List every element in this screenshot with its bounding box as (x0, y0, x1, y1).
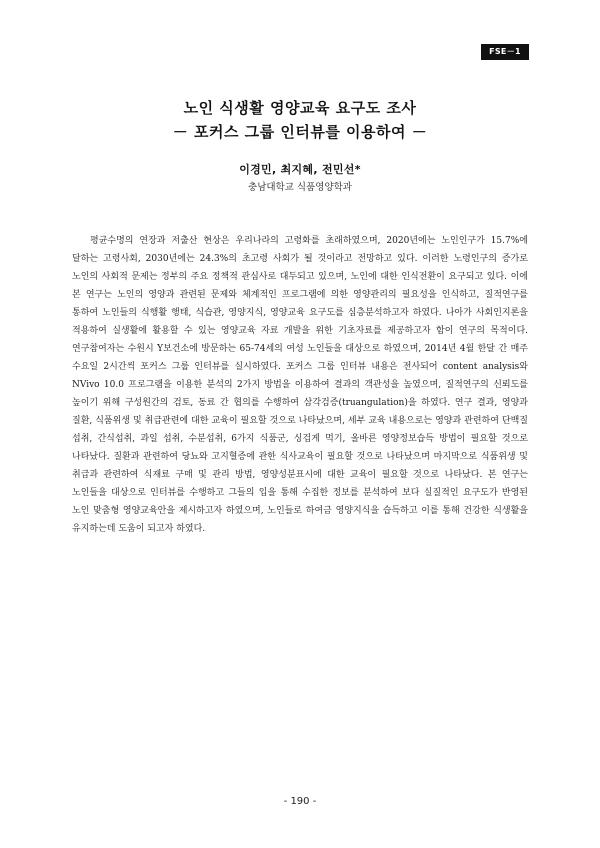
paper-title: 노인 식생활 영양교육 요구도 조사 (183, 99, 417, 117)
title-block (0, 96, 600, 144)
session-code-badge: FSE－1 (481, 44, 529, 60)
affiliation: 충남대학교 식품영양학과 (248, 182, 352, 193)
author-list: 이경민, 최지혜, 전민선* (239, 163, 361, 176)
paper-subtitle: － 포커스 그룹 인터뷰를 이용하여 － (172, 123, 428, 141)
page-number: - 190 - (283, 796, 317, 807)
abstract-body: 평균수명의 연장과 저출산 현상은 우리나라의 고령화를 초래하였으며, 2020년에는 노인인구가 15.7%에 달하는 고령사회, 2030년에는 24.3%의 초고령 사회가 될 것이라고 전망하고 있다. 이러한 노령인구의 증가로 노인의 사회적 문제는 정부의 주요 정책적 관심사로 대두되고 있으며, 노인에 대한 인식전환이 요구되고 있다. 이에 본 연구는 노인의 영양과 관련된 문제와 체계적인 프로그램에 의한 영양관리의 필요성을 인식하고, 질적연구를 통하여 노인들의 식행활 행태, 식습관, 영양지식, 영양교육 요구도를 심층분석하고자 하였다. 나아가 사회인지론을 적용하여 실생활에 활용할 수 있는 영양교육 자료 개발을 위한 기초자료를 제공하고자 함이 연구의 목적이다. 연구참여자는 수원시 Y보건소에 방문하는 65-74세의 여성 노인들을 대상으로 하였으며, 2014년 4월 한달 간 매주 수요일 2시간씩 포커스 그룹 인터뷰를 실시하였다. 포커스 그룹 인터뷰 내용은 전사되어 content analysis와 NVivo 10.0 프로그램을 이용한 분석의 2가지 방법을 이용하여 결과의 객관성을 높였으며, 질적연구의 신뢰도를 높이기 위해 구성원간의 검토, 동료 간 협의를 수행하여 삼각검증(truangulation)을 하였다. 연구 결과, 영양과 질환, 식품위생 및 취급관련에 대한 교육이 필요할 것으로 나타났으며, 세부 교육 내용으로는 영양과 관련하여 단백질 섭취, 간식섭취, 과일 섭취, 수분섭취, 6가지 식품군, 싱겁게 먹기, 올바른 영양정보습득 방법이 필요할 것으로 나타났다. 질환과 관련하여 당뇨와 고지혈증에 관한 식사교육이 필요할 것으로 나타났으며 마지막으로 식품위생 및 취급과 관련하여 식재료 구매 및 관리 방법, 영양성분표시에 대한 교육이 필요할 것으로 나타났다. 본 연구는 노인들을 대상으로 인터뷰를 수행하고 그들의 입을 통해 수집한 정보를 분석하여 보다 실질적인 요구도가 반영된 노인 맞춤형 영양교육안을 제시하고자 하였으며, 노인들로 하여금 영양지식을 습득하고 이를 통해 건강한 식생활을 유지하는데 도움이 되고자 하였다. (72, 236, 528, 534)
